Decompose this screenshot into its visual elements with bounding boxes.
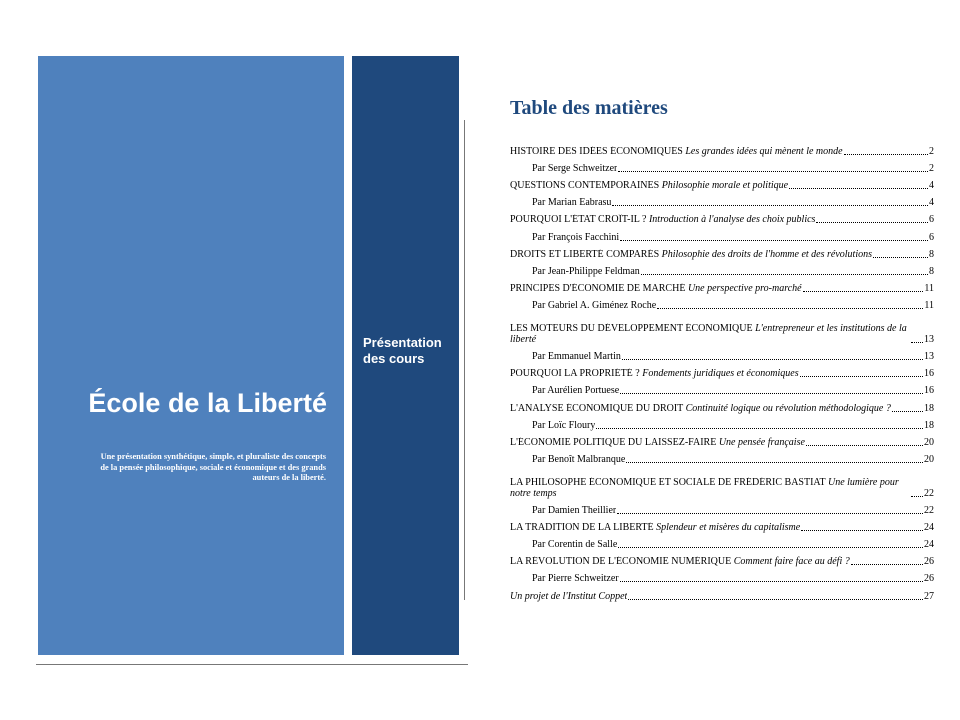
toc-course-entry[interactable] — [510, 174, 934, 191]
toc-course-entry[interactable] — [510, 516, 934, 533]
toc-author-entry[interactable] — [510, 533, 934, 550]
toc-dot-leader — [657, 308, 923, 309]
toc-entry-text — [532, 266, 640, 277]
toc-course-entry[interactable] — [510, 396, 934, 413]
toc-entry-subtitle: Splendeur et misères du capitalisme — [656, 522, 801, 534]
toc-dot-leader — [617, 513, 923, 514]
toc-entry-subtitle: Fondements juridiques et économiques — [642, 368, 799, 380]
toc-author-entry[interactable] — [510, 499, 934, 516]
toc-dot-leader — [801, 530, 923, 531]
toc-entry-main: Par Corentin de Salle — [532, 539, 618, 551]
toc-entry-main: Par Aurélien Portuese — [532, 385, 620, 397]
toc-course-entry[interactable] — [510, 431, 934, 448]
cover-subtitle: Une présentation synthétique, simple, et pluraliste des concepts de la pensée philosophique, sociale et économique et des grands auteurs de la liberté. — [100, 452, 326, 482]
toc-entry-main: LA TRADITION DE LA LIBERTÉ — [510, 522, 654, 534]
toc-entry-text — [532, 420, 595, 431]
toc-dot-leader — [622, 359, 923, 360]
toc-dot-leader — [911, 342, 923, 343]
toc-dot-leader — [620, 393, 923, 394]
toc-entry-text — [510, 556, 850, 567]
toc-page-number: 13 — [924, 351, 934, 363]
toc-entry-text — [510, 283, 802, 294]
toc-page-number: 8 — [929, 265, 934, 277]
toc-page-number: 13 — [924, 334, 934, 346]
toc-page-number: 11 — [924, 282, 934, 294]
band-label: Présentation des cours — [363, 335, 442, 366]
toc-author-entry[interactable] — [510, 225, 934, 242]
toc-page-number: 26 — [924, 556, 934, 568]
toc-entry-main: Par François Facchini — [532, 231, 620, 243]
toc-dot-leader — [628, 599, 923, 600]
toc-entry-main: L'ANALYSE ÉCONOMIQUE DU DROIT — [510, 402, 684, 414]
toc-dot-leader — [844, 154, 928, 155]
toc-course-entry[interactable] — [510, 208, 934, 225]
toc-author-entry[interactable] — [510, 260, 934, 277]
toc-course-entry[interactable] — [510, 311, 934, 345]
toc-entry-text — [510, 591, 627, 602]
toc-dot-leader — [892, 411, 923, 412]
toc-entry-main: LES MOTEURS DU DÉVELOPPEMENT ÉCONOMIQUE — [510, 323, 753, 335]
toc-entry-text — [510, 368, 799, 379]
toc-page-number: 16 — [924, 385, 934, 397]
toc-entry-main: POURQUOI LA PROPRIÉTÉ ? — [510, 368, 643, 380]
toc-page-number: 6 — [929, 231, 934, 243]
toc-entry-main: LA RÉVOLUTION DE L'ÉCONOMIE NUMÉRIQUE — [510, 556, 732, 568]
toc-dot-leader — [641, 274, 928, 275]
toc-entry-main: Par Gabriel A. Giménez Roche — [532, 299, 657, 311]
toc-course-entry[interactable] — [510, 465, 934, 499]
toc-entry-main: Par Emmanuel Martin — [532, 351, 621, 363]
toc-entry-text — [532, 163, 617, 174]
toc-page-number: 22 — [924, 505, 934, 517]
toc-entry-main: L'ÉCONOMIE POLITIQUE DU LAISSEZ-FAIRE — [510, 436, 717, 448]
toc-dot-leader — [620, 581, 923, 582]
toc-dot-leader — [873, 257, 928, 258]
toc-dot-leader — [596, 428, 923, 429]
toc-entry-text — [532, 539, 617, 550]
toc-page-number: 20 — [924, 453, 934, 465]
toc-entry-text — [510, 146, 843, 157]
toc-entry-text — [510, 403, 891, 414]
toc-entry-main: Par Serge Schweitzer — [532, 163, 618, 175]
toc-page-number: 16 — [924, 368, 934, 380]
toc-entry-text — [510, 249, 872, 260]
toc-dot-leader — [789, 188, 928, 189]
toc-author-entry[interactable] — [510, 157, 934, 174]
toc-course-entry[interactable] — [510, 362, 934, 379]
toc-entry-main: Par Benoît Malbranque — [532, 453, 626, 465]
toc-page-number: 11 — [924, 299, 934, 311]
toc-dot-leader — [612, 205, 928, 206]
toc-dot-leader — [626, 462, 923, 463]
toc-entry-text — [510, 437, 805, 448]
toc-dot-leader — [816, 222, 928, 223]
toc-entry-text — [510, 477, 910, 499]
toc-course-entry[interactable] — [510, 140, 934, 157]
vertical-divider — [464, 120, 465, 600]
toc-author-entry[interactable] — [510, 294, 934, 311]
toc-entry-subtitle: L'entrepreneur et les institutions de la liberté — [510, 323, 907, 346]
toc-entry-text — [510, 180, 788, 191]
toc-entry-text — [532, 505, 616, 516]
toc-dot-leader — [618, 171, 928, 172]
toc-entry-text — [532, 300, 656, 311]
toc-course-entry[interactable] — [510, 243, 934, 260]
toc-page-number: 18 — [924, 402, 934, 414]
toc-entry-main: POURQUOI L'ÉTAT CROÎT-IL ? — [510, 214, 647, 226]
toc-author-entry[interactable] — [510, 448, 934, 465]
toc-author-entry[interactable] — [510, 379, 934, 396]
bottom-divider — [36, 664, 468, 665]
toc-entry-text — [510, 214, 815, 225]
toc-dot-leader — [800, 376, 923, 377]
toc-entry-main: LA PHILOSOPHE ÉCONOMIQUE ET SOCIALE DE FRÉDÉRIC BASTIAT — [510, 476, 826, 488]
toc-entry-subtitle: Une lumière pour notre temps — [510, 476, 899, 499]
toc-entry-main: Par Marian Eabrasu — [532, 197, 612, 209]
toc-entry-text — [510, 522, 800, 533]
toc-page-number: 4 — [929, 180, 934, 192]
toc-dot-leader — [618, 547, 923, 548]
toc-page-number: 24 — [924, 522, 934, 534]
toc-entry-text — [510, 323, 910, 345]
toc-entry-subtitle: Introduction à l'analyse des choix publics — [648, 214, 816, 226]
toc-page-number: 27 — [924, 590, 934, 602]
toc-page-number: 18 — [924, 419, 934, 431]
toc-list — [510, 140, 934, 602]
toc-entry-subtitle: Une pensée française — [718, 436, 805, 448]
toc-entry-text — [532, 351, 621, 362]
toc-author-entry[interactable] — [510, 567, 934, 584]
toc-page-number: 24 — [924, 539, 934, 551]
toc-dot-leader — [851, 564, 923, 565]
toc-heading: Table des matières — [510, 97, 668, 119]
toc-page-number: 2 — [929, 146, 934, 158]
toc-page-number: 22 — [924, 487, 934, 499]
toc-dot-leader — [911, 496, 923, 497]
toc-entry-subtitle: Les grandes idées qui mènent le monde — [685, 146, 843, 158]
cover-title: École de la Liberté — [88, 388, 327, 418]
toc-entry-subtitle: Philosophie des droits de l'homme et des révolutions — [661, 248, 872, 260]
toc-entry-subtitle: Un projet de l'Institut Coppet — [510, 590, 628, 602]
toc-entry-main: DROITS ET LIBERTÉ COMPARÉS — [510, 248, 660, 260]
toc-entry-text — [532, 454, 625, 465]
toc-dot-leader — [620, 240, 928, 241]
toc-page-number: 8 — [929, 248, 934, 260]
toc-entry-subtitle: Continuité logique ou révolution méthodologique ? — [685, 402, 891, 414]
toc-entry-text — [532, 573, 619, 584]
toc-entry-main: Par Damien Theillier — [532, 505, 617, 517]
toc-author-entry[interactable] — [510, 414, 934, 431]
toc-author-entry[interactable] — [510, 191, 934, 208]
toc-entry-text — [532, 232, 619, 243]
toc-entry-main: Par Pierre Schweitzer — [532, 573, 619, 585]
toc-page-number: 2 — [929, 163, 934, 175]
toc-entry-main: PRINCIPES D'ÉCONOMIE DE MARCHÉ — [510, 282, 686, 294]
toc-entry-subtitle: Une perspective pro-marché — [687, 282, 802, 294]
toc-entry-main: Par Loïc Floury — [532, 419, 596, 431]
toc-author-entry[interactable] — [510, 345, 934, 362]
toc-page-number: 26 — [924, 573, 934, 585]
toc-page-number: 4 — [929, 197, 934, 209]
toc-dot-leader — [806, 445, 923, 446]
toc-course-entry[interactable] — [510, 550, 934, 567]
toc-entry-text — [532, 197, 611, 208]
toc-entry-main: QUESTIONS CONTEMPORAINES — [510, 180, 662, 192]
course-band — [352, 56, 459, 655]
toc-entry-subtitle: Philosophie morale et politique — [661, 180, 789, 192]
toc-entry-main: HISTOIRE DES IDÉES ÉCONOMIQUES — [510, 146, 683, 158]
toc-page-number: 6 — [929, 214, 934, 226]
toc-page-number: 20 — [924, 436, 934, 448]
toc-entry-main: Par Jean-Philippe Feldman — [532, 265, 640, 277]
toc-course-entry[interactable] — [510, 277, 934, 294]
toc-entry-text — [532, 385, 619, 396]
toc-entry-subtitle: Comment faire face au défi ? — [733, 556, 850, 568]
toc-dot-leader — [803, 291, 924, 292]
cover-panel — [38, 56, 344, 655]
toc-course-entry[interactable] — [510, 584, 934, 601]
